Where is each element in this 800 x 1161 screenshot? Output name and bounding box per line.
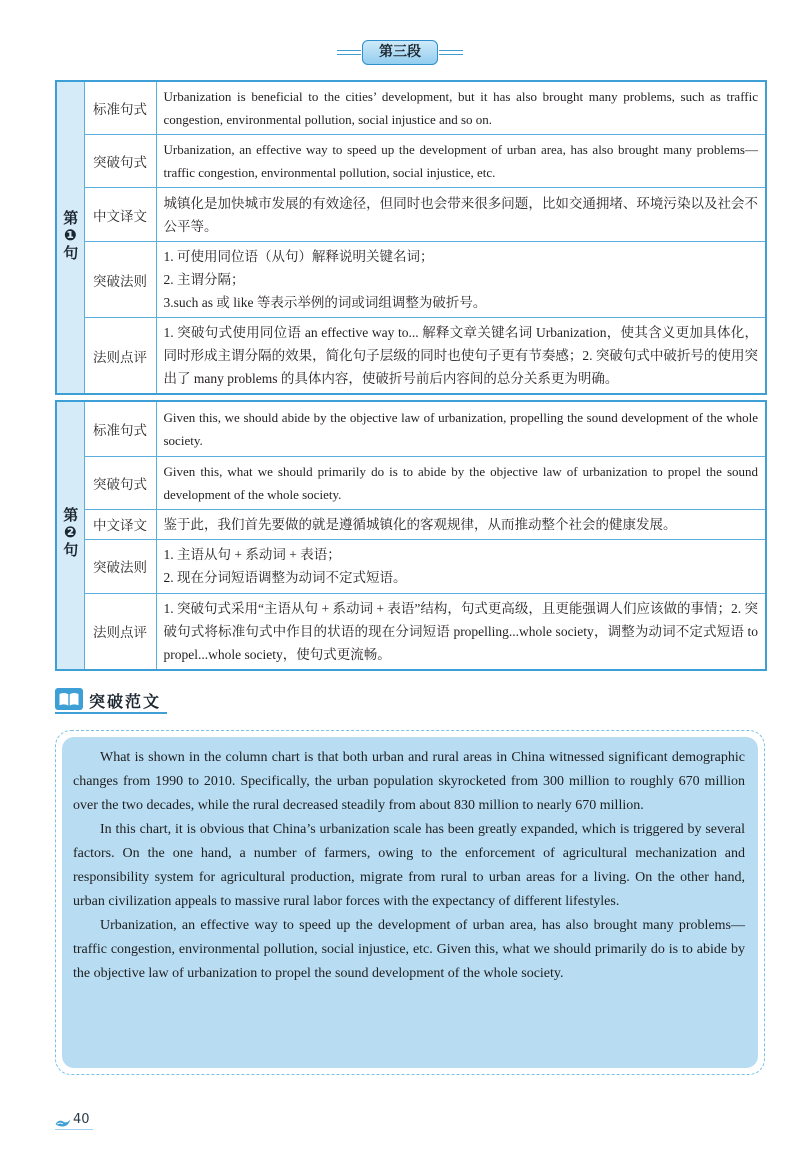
- sentence-marker: 第❷句: [61, 507, 80, 559]
- model-essay-heading: [55, 686, 167, 714]
- section-badge: 第三段: [362, 40, 438, 65]
- rule-item: 1. 可使用同位语（从句）解释说明关键名词；: [163, 249, 434, 264]
- sentence-1-table: [55, 80, 767, 395]
- row-label: 中文译文: [84, 509, 156, 539]
- row-label: 法则点评: [84, 318, 156, 395]
- model-essay-body: [62, 737, 758, 1068]
- rule-item: 1. 主语从句 + 系动词 + 表语；: [163, 547, 341, 562]
- row-label: 标准句式: [84, 401, 156, 456]
- standard-sentence-text: Urbanization is beneficial to the cities’ development, but it has also brought many problems, such as traffic congestion, environmental pollution, social injustice and so on.: [156, 81, 766, 135]
- rule-item: 3.such as 或 like 等表示举例的词或词组调整为破折号。: [163, 295, 487, 310]
- model-essay-title: 突破范文: [89, 692, 162, 711]
- translation-row: [56, 509, 766, 539]
- essay-paragraph: Urbanization, an effective way to speed up the development of urban area, has also brought many problems—traffic congestion, environmental pollution, social injustice, etc. Given this, what we should primarily do is to abide by the objective law of urbanization to propel the sound development of the whole society.: [73, 918, 745, 981]
- model-essay-box: [55, 730, 765, 1075]
- standard-sentence-text: Given this, we should abide by the objective law of urbanization, propelling the sound development of the whole society.: [156, 401, 766, 456]
- badge-decoration-left: [337, 50, 361, 55]
- rules-list: [156, 539, 766, 593]
- row-label: 突破句式: [84, 456, 156, 509]
- standard-sentence-row: [56, 81, 766, 135]
- page-footer: [55, 1110, 93, 1130]
- row-label: 中文译文: [84, 188, 156, 242]
- row-label: 突破句式: [84, 135, 156, 188]
- row-label: 突破法则: [84, 242, 156, 318]
- comment-row: [56, 593, 766, 670]
- row-label: 法则点评: [84, 593, 156, 670]
- sentence-2-table: [55, 400, 767, 671]
- breakthrough-sentence-row: [56, 456, 766, 509]
- wave-icon: [55, 1115, 71, 1126]
- breakthrough-sentence-text: Given this, what we should primarily do is to abide by the objective law of urbanization to propel the sound development of the whole society.: [156, 456, 766, 509]
- sentence-marker-cell: [56, 81, 84, 394]
- page-number: 40: [73, 1112, 90, 1127]
- rule-item: 2. 现在分词短语调整为动词不定式短语。: [163, 570, 407, 585]
- row-label: 标准句式: [84, 81, 156, 135]
- essay-paragraph: In this chart, it is obvious that China’s urbanization scale has been greatly expanded, which is triggered by several factors. On the one hand, a number of farmers, owing to the enforcement of agricultural mechanization and responsibility system for agricultural production, migrate from rural to urban areas for a living. On the other hand, urban civilization appeals to massive rural labor forces with the expectancy of different lifestyles.: [73, 822, 745, 909]
- comment-row: [56, 318, 766, 395]
- sentence-marker-cell: [56, 401, 84, 670]
- sentence-marker: 第❶句: [61, 209, 80, 261]
- translation-row: [56, 188, 766, 242]
- rules-list: [156, 242, 766, 318]
- rules-row: [56, 539, 766, 593]
- translation-text: 鉴于此，我们首先要做的就是遵循城镇化的客观规律，从而推动整个社会的健康发展。: [156, 509, 766, 539]
- row-label: 突破法则: [84, 539, 156, 593]
- rules-row: [56, 242, 766, 318]
- comment-text: 1. 突破句式采用“主语从句 + 系动词 + 表语”结构，句式更高级，且更能强调人们应该做的事情；2. 突破句式将标准句式中作目的状语的现在分词短语 propelling...whole society，调整为动词不定式短语 to propel...whole society，使句式更流畅。: [156, 593, 766, 670]
- standard-sentence-row: [56, 401, 766, 456]
- comment-text: 1. 突破句式使用同位语 an effective way to... 解释文章关键名词 Urbanization，使其含义更加具体化，同时形成主谓分隔的效果，简化句子层级的同时也使句子更有节奏感；2. 突破句式中破折号的使用突出了 many problems 的具体内容，使破折号前后内容间的总分关系更为明确。: [156, 318, 766, 395]
- essay-paragraph: What is shown in the column chart is that both urban and rural areas in China witnessed significant demographic changes from 1990 to 2010. Specifically, the urban population skyrocketed from 300 million to roughly 670 million over the two decades, while the rural decreased steadily from about 830 million to nearly 670 million.: [73, 750, 745, 813]
- breakthrough-sentence-text: Urbanization, an effective way to speed up the development of urban area, has also brought many problems—traffic congestion, environmental pollution, social injustice, etc.: [156, 135, 766, 188]
- breakthrough-sentence-row: [56, 135, 766, 188]
- translation-text: 城镇化是加快城市发展的有效途径，但同时也会带来很多问题，比如交通拥堵、环境污染以及社会不公平等。: [156, 188, 766, 242]
- open-book-icon: [55, 688, 83, 710]
- rule-item: 2. 主谓分隔；: [163, 272, 245, 287]
- section-badge-wrap: [0, 40, 800, 66]
- badge-decoration-right: [439, 50, 463, 55]
